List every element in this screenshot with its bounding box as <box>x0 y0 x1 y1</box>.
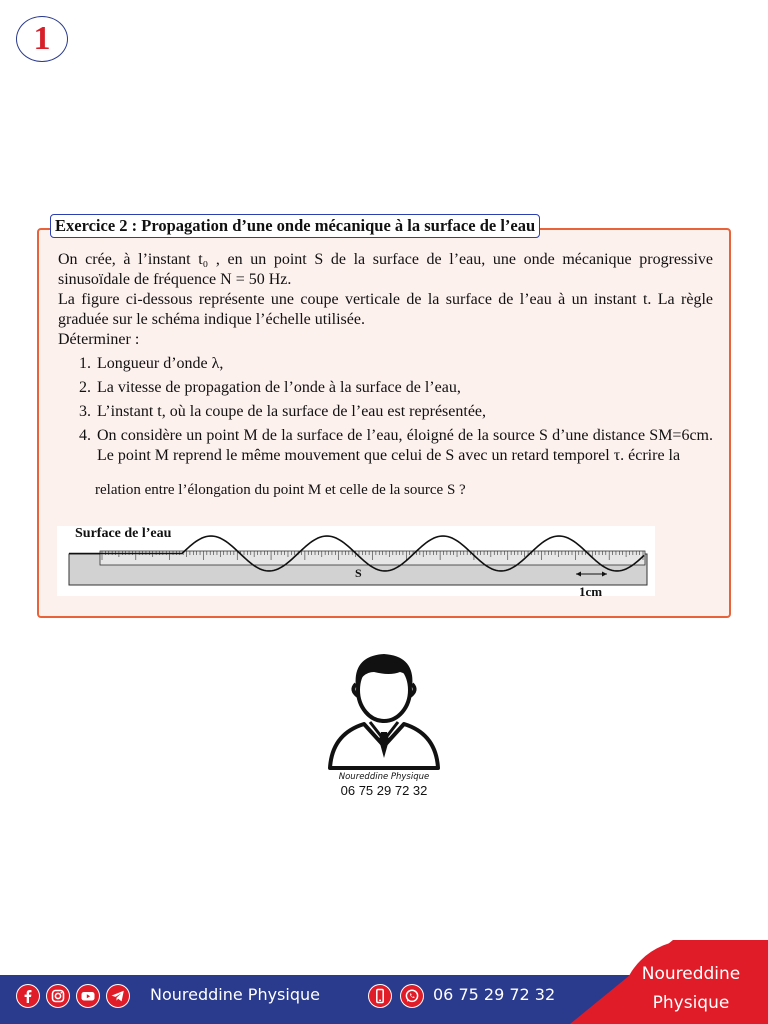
brand-line-1: Noureddine <box>641 964 741 984</box>
facebook-icon[interactable] <box>16 984 40 1008</box>
teacher-avatar-icon <box>326 650 442 772</box>
wave-diagram <box>57 526 655 596</box>
brand-line-2: Physique <box>652 993 730 1013</box>
phone-icon[interactable] <box>368 984 392 1008</box>
question-4-continued: relation entre l’élongation du point M et celle de la source S ? <box>95 482 466 498</box>
page-number: 1 <box>16 16 68 62</box>
question-2: 2. La vitesse de propagation de l’onde à la surface de l’eau, <box>95 378 713 398</box>
telegram-icon[interactable] <box>106 984 130 1008</box>
question-4: 4. On considère un point M de la surface de l’eau, éloigné de la source S d’une distance SM=6cm. Le point M reprend le même mouvement que celui de S avec un retard temporel τ. écrire la <box>95 426 713 466</box>
exercise-intro-2: La figure ci-dessous représente une coupe verticale de la surface de l’eau à un instant t. La règle graduée sur le schéma indique l’échelle utilisée. <box>58 291 713 328</box>
author-name: Noureddine Physique <box>338 772 430 782</box>
question-1: 1. Longueur d’onde λ, <box>95 354 713 374</box>
footer-channel-name: Noureddine Physique <box>150 985 320 1004</box>
surface-label: Surface de l’eau <box>75 526 172 541</box>
exercise-intro-1: On crée, à l’instant t₀ , en un point S de la surface de l’eau, une onde mécanique progressive sinusoïdale de fréquence N = 50 Hz. <box>58 251 713 288</box>
youtube-icon[interactable] <box>76 984 100 1008</box>
author-avatar-block <box>326 650 442 798</box>
exercise-title: Exercice 2 : Propagation d’une onde mécanique à la surface de l’eau <box>50 214 540 238</box>
instagram-icon[interactable] <box>46 984 70 1008</box>
author-phone: 06 75 29 72 32 <box>340 783 428 798</box>
footer-phone: 06 75 29 72 32 <box>433 985 556 1004</box>
question-3: 3. L’instant t, où la coupe de la surface de l’eau est représentée, <box>95 402 713 422</box>
exercise-body <box>58 250 713 500</box>
wave-figure <box>57 526 655 596</box>
brand-logo-text <box>624 960 758 1018</box>
question-list <box>58 354 713 466</box>
scale-label: 1cm <box>579 584 603 596</box>
source-label: S <box>355 566 362 580</box>
exercise-intro-3: Déterminer : <box>58 331 140 348</box>
whatsapp-icon[interactable] <box>400 984 424 1008</box>
